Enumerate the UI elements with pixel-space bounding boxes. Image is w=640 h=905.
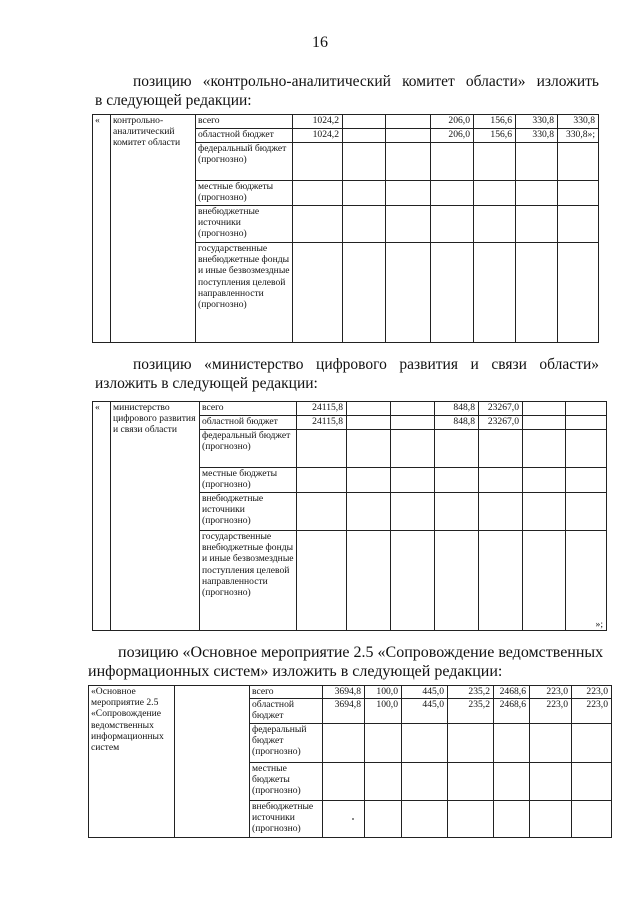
table3 — [88, 685, 612, 838]
section3-line1: позицию «Основное мероприятие 2.5 «Сопровождение ведомственных — [118, 644, 604, 661]
cell-value: 848,8 — [435, 416, 479, 430]
section2-word: связи — [491, 356, 527, 373]
row-label: всего — [250, 686, 323, 699]
section2-word: развития — [399, 356, 458, 373]
cell-value: 100,0 — [365, 699, 402, 724]
cell-total: 24115,8 — [297, 416, 347, 430]
cell-value: 445,0 — [402, 699, 448, 724]
section1-word: изложить — [536, 73, 599, 90]
row-label: государственные внебюджетные фонды и иные безвозмездные поступления целевой направленности (прогнозно) — [200, 531, 297, 631]
cell-total: 1024,2 — [293, 115, 343, 129]
section1-line1 — [95, 72, 599, 91]
close-mark: »; — [566, 531, 607, 631]
cell-empty — [343, 115, 386, 129]
cell-value: 2468,6 — [494, 686, 530, 699]
row-label: федеральный бюджет (прогнозно) — [200, 430, 297, 468]
row-label: местные бюджеты (прогнозно) — [250, 763, 323, 801]
cell-value: 235,2 — [448, 699, 494, 724]
row-label: внебюджетные источники (прогнозно) — [250, 801, 323, 838]
section2-word: области» — [539, 356, 599, 373]
cell-empty — [343, 129, 386, 143]
section1-line2: в следующей редакции: — [95, 92, 252, 109]
cell-total: 24115,8 — [297, 402, 347, 416]
cell-empty — [386, 115, 431, 129]
cell-value: 235,2 — [448, 686, 494, 699]
row-label: государственные внебюджетные фонды и иные безвозмездные поступления целевой направленности (прогнозно) — [196, 243, 293, 343]
table-row — [93, 402, 607, 416]
section3-line2: информационных систем» изложить в следующей редакции: — [88, 663, 503, 680]
cell-value: 330,8 — [516, 115, 558, 129]
table1-entity-name: контрольно-аналитический комитет области — [111, 115, 196, 343]
open-quote: « — [93, 402, 111, 631]
row-label: всего — [196, 115, 293, 129]
section1-word: области» — [465, 73, 526, 90]
cell-value: 206,0 — [431, 115, 474, 129]
table3-entity-name: «Основное мероприятие 2.5 «Сопровождение ведомственных информационных систем — [89, 686, 175, 838]
cell-value: 848,8 — [435, 402, 479, 416]
section1-word: комитет — [402, 73, 455, 90]
page-number: 16 — [312, 34, 328, 51]
row-label: областной бюджет — [200, 416, 297, 430]
cell-value: 223,0 — [530, 686, 572, 699]
table-row — [89, 686, 612, 699]
row-label: внебюджетные источники (прогнозно) — [200, 493, 297, 531]
section2-word: и — [470, 356, 479, 373]
row-label: федеральный бюджет (прогнозно) — [250, 724, 323, 763]
cell-value: 2468,6 — [494, 699, 530, 724]
section2-line1 — [95, 355, 599, 374]
section1-word: «контрольно-аналитический — [202, 73, 391, 90]
cell-value: 23267,0 — [479, 402, 523, 416]
cell-value: 223,0 — [530, 699, 572, 724]
cell-empty — [386, 129, 431, 143]
cell-value: 206,0 — [431, 129, 474, 143]
row-label: всего — [200, 402, 297, 416]
row-label: областной бюджет — [196, 129, 293, 143]
cell-value: 3694,8 — [323, 686, 365, 699]
cell-value: 223,0 — [572, 686, 612, 699]
cell-value: 330,8»; — [558, 129, 599, 143]
cell-value: 330,8 — [558, 115, 599, 129]
section3-paragraph — [88, 643, 606, 681]
row-label: федеральный бюджет (прогнозно) — [196, 143, 293, 181]
section1-word: позицию — [133, 73, 192, 90]
cell-value: 23267,0 — [479, 416, 523, 430]
cell-value: 156,6 — [474, 129, 516, 143]
cell-value: 156,6 — [474, 115, 516, 129]
section2-word: «министерство — [204, 356, 304, 373]
table-row — [93, 115, 599, 129]
section2-word: позицию — [133, 356, 192, 373]
row-label: местные бюджеты (прогнозно) — [196, 181, 293, 206]
section2-word: цифрового — [316, 356, 387, 373]
cell-value: 223,0 — [572, 699, 612, 724]
cell-value: 3694,8 — [323, 699, 365, 724]
row-label: областной бюджет — [250, 699, 323, 724]
cell-value: 445,0 — [402, 686, 448, 699]
table2-entity-name: министерство цифрового развития и связи области — [111, 402, 200, 631]
open-quote: « — [93, 115, 111, 343]
section2-line2: изложить в следующей редакции: — [95, 375, 318, 392]
section1-paragraph — [95, 72, 599, 110]
table1 — [92, 114, 599, 343]
cell-value: 330,8 — [516, 129, 558, 143]
cell-empty — [175, 686, 250, 838]
table2 — [92, 401, 607, 631]
section2-paragraph — [95, 355, 599, 393]
row-label: местные бюджеты (прогнозно) — [200, 468, 297, 493]
cell-total: 1024,2 — [293, 129, 343, 143]
cell-value: 100,0 — [365, 686, 402, 699]
row-label: внебюджетные источники (прогнозно) — [196, 206, 293, 243]
scan-speck — [352, 818, 354, 820]
